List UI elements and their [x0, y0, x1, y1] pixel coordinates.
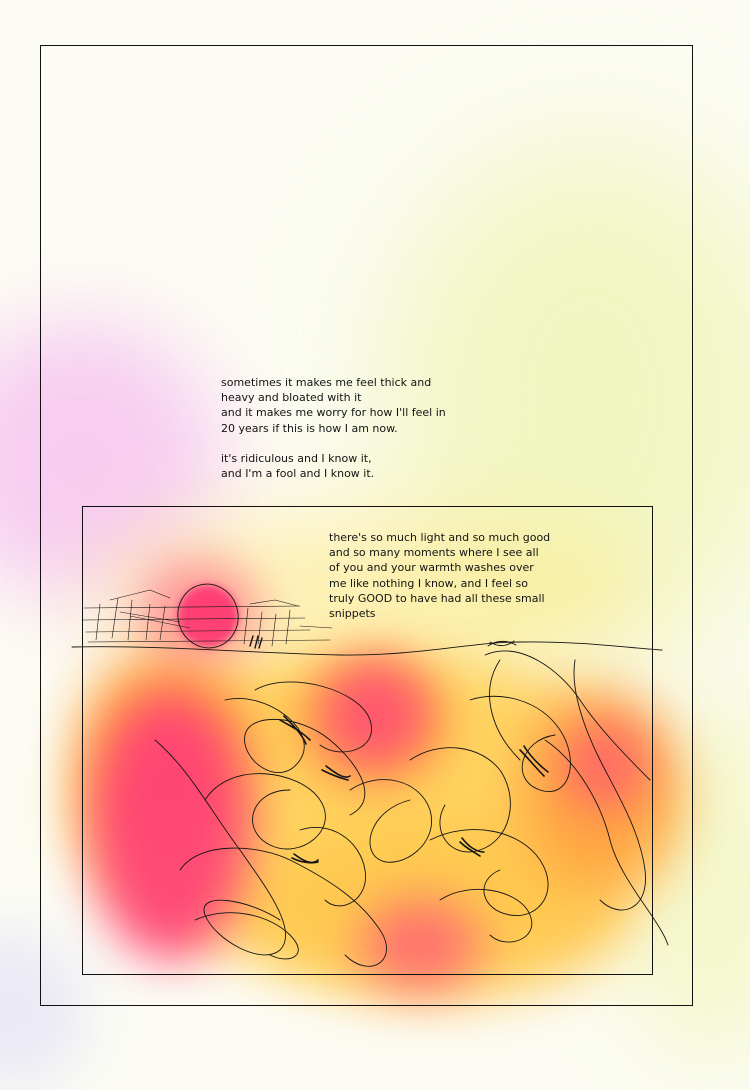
sun-outline — [171, 577, 246, 654]
poem-stanza-2: there's so much light and so much good and so many moments where I see all of you and your warmth washes over me like nothing I know, and I feel so truly GOOD to have had all these small snippets — [329, 531, 551, 621]
horizon-line — [72, 642, 662, 655]
distant-buildings — [82, 590, 332, 648]
scribble-loops — [155, 651, 668, 966]
poem-stanza-1: sometimes it makes me feel thick and heavy and bloated with it and it makes me worry for how I'll feel in 20 years if this is how I am now. it's ridiculous and I know it, and I'm a fool and I know it. — [221, 376, 446, 481]
ink-knots — [280, 716, 548, 863]
